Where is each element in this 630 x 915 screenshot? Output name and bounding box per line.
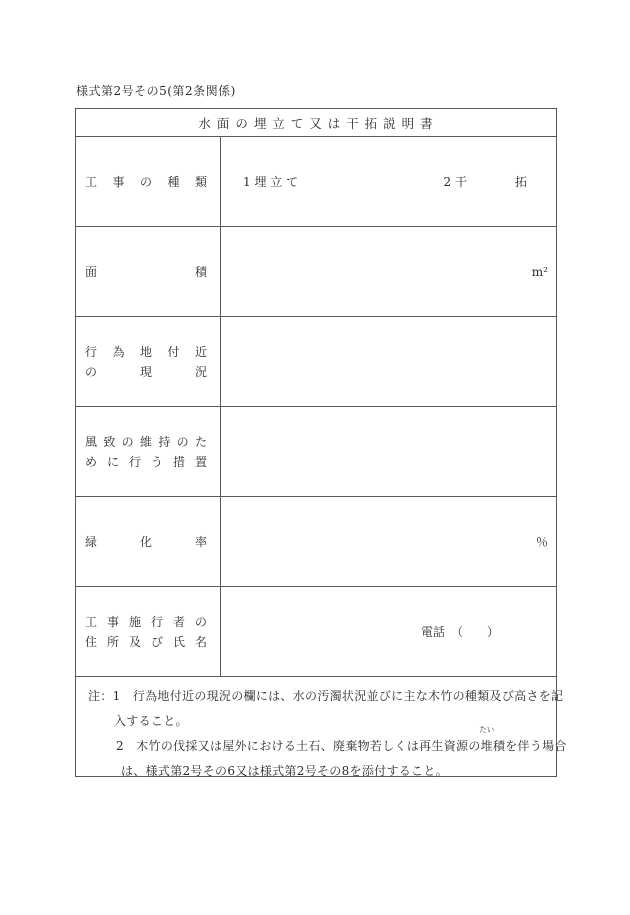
label-area [76,227,221,316]
unit-square-meter: m² [531,264,548,279]
row-site-conditions [76,316,556,406]
label-line: 緑 化 率 [85,534,207,549]
label-line: め に 行 う 措 置 [85,454,207,469]
label-line: 住 所 及 び 氏 名 [85,634,207,649]
note-2-line-2: は、様式第2号その6又は様式第2号その8を添付すること。 [121,764,448,778]
work-type-options [221,137,556,226]
note-1-line-1: 注：1 行為地付近の現況の欄には、水の汚濁状況並びに主な木竹の種類及び高さを記 [88,689,564,703]
cell-contractor [221,587,556,676]
label-work-type [76,137,221,226]
note-2-text-before: 2 木竹の伐採又は屋外における土石、廃棄物若しくは再生資源の [116,739,481,753]
label-line: 工 事 の 種 類 [85,174,207,189]
label-greening-rate [76,497,221,586]
cell-area [221,227,556,316]
ruby-reading: たい [479,725,495,734]
unit-percent: ％ [535,535,548,549]
label-line: の 現 況 [85,364,207,379]
note-1-line-2: 入すること。 [114,714,188,728]
option-reclamation: 2 干 拓 [443,175,527,189]
note-2-text-after: 積を伴う場合 [492,739,567,753]
ruby-base: 堆 [480,739,493,753]
row-contractor [76,586,556,676]
form-table [75,108,567,778]
label-contractor [76,587,221,676]
row-greening-rate [76,496,556,586]
option-embankment: 1 埋 立 て [243,175,299,189]
row-area [76,226,556,316]
cell-site-conditions [221,317,556,406]
label-line: 風 致 の 維 持 の た [85,434,207,449]
form-number: 様式第2号その5(第2条関係) [76,84,236,98]
row-work-type [76,136,556,226]
cell-work-type [221,137,556,226]
label-scenic-measures [76,407,221,496]
notes-section [76,676,567,778]
ruby-tai [479,725,495,759]
form-title: 水 面 の 埋 立 て 又 は 干 拓 説 明 書 [198,115,434,131]
cell-greening-rate [221,497,556,586]
label-site-conditions [76,317,221,406]
note-2-line-1 [116,725,567,759]
label-line: 工 事 施 行 者 の [85,614,207,629]
label-line: 面 積 [85,264,207,279]
label-line: 行 為 地 付 近 [85,344,207,359]
row-scenic-measures [76,406,556,496]
cell-scenic-measures [221,407,556,496]
phone-label: 電話 （ ） [421,625,500,639]
